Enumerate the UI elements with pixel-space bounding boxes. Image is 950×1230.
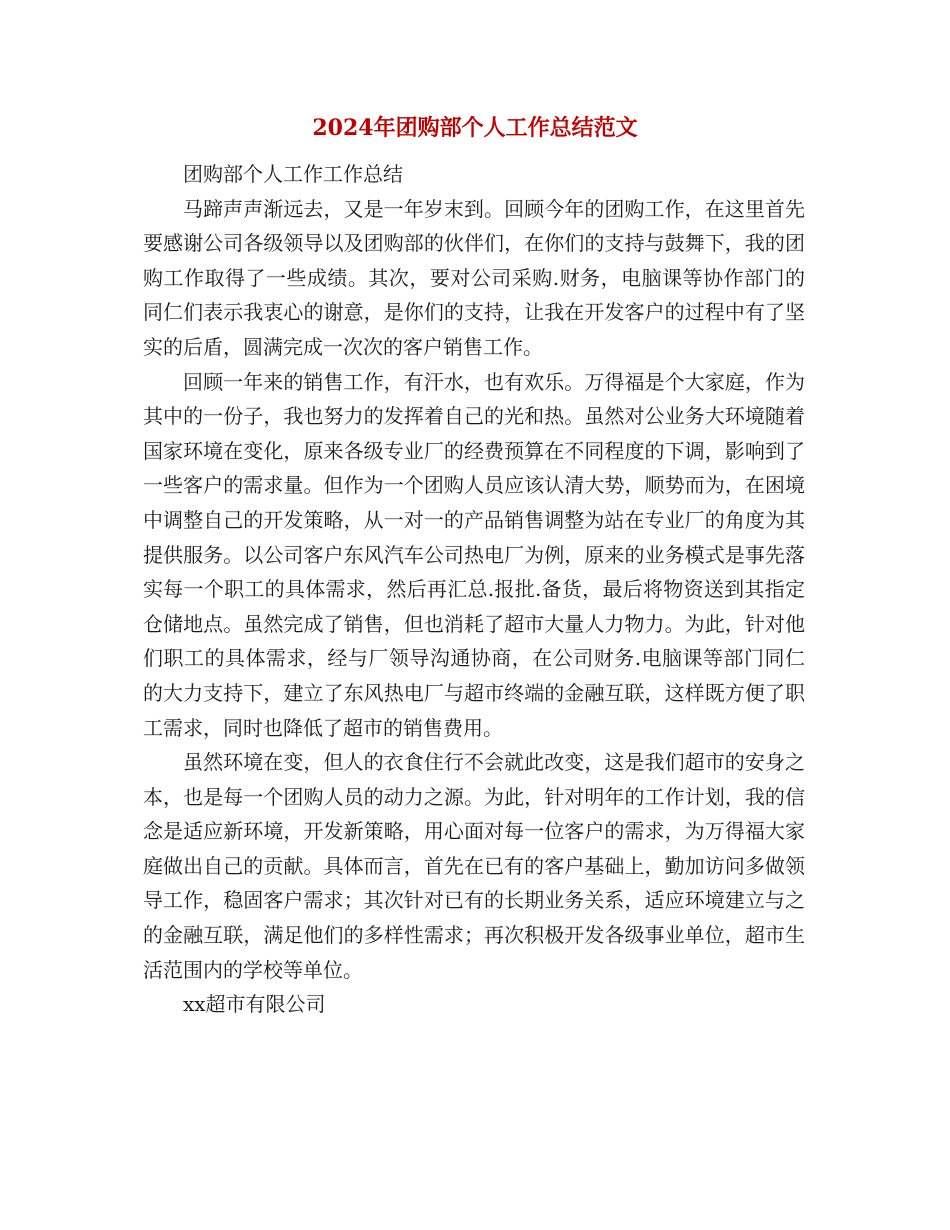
paragraph-1: 马蹄声声渐远去，又是一年岁末到。回顾今年的团购工作，在这里首先要感谢公司各级领导以及团购部的伙伴们，在你们的支持与鼓舞下，我的团购工作取得了一些成绩。其次，要对公司采购.财务，电脑课等协作部门的同仁们表示我衷心的谢意，是你们的支持，让我在开发客户的过程中有了坚实的后盾，圆满完成一次次的客户销售工作。 [143,196,805,359]
document-title: 2024年团购部个人工作总结范文 [312,115,638,141]
document-subtitle: 团购部个人工作工作总结 [183,162,403,186]
paragraph-2: 回顾一年来的销售工作，有汗水，也有欢乐。万得福是个大家庭，作为其中的一份子，我也努力的发挥着自己的光和热。虽然对公业务大环境随着国家环境在变化，原来各级专业厂的经费预算在不同程度的下调，影响到了一些客户的需求量。但作为一个团购人员应该认清大势，顺势而为，在困境中调整自己的开发策略，从一对一的产品销售调整为站在专业厂的角度为其提供服务。以公司客户东风汽车公司热电厂为例，原来的业务模式是事先落实每一个职工的具体需求，然后再汇总.报批.备货，最后将物资送到其指定仓储地点。虽然完成了销售，但也消耗了超市大量人力物力。为此，针对他们职工的具体需求，经与厂领导沟通协商，在公司财务.电脑课等部门同仁的大力支持下，建立了东风热电厂与超市终端的金融互联，这样既方便了职工需求，同时也降低了超市的销售费用。 [143,369,805,740]
paragraph-3: 虽然环境在变，但人的衣食住行不会就此改变，这是我们超市的安身之本，也是每一个团购人员的动力之源。为此，针对明年的工作计划，我的信念是适应新环境，开发新策略，用心面对每一位客户的需求，为万得福大家庭做出自己的贡献。具体而言，首先在已有的客户基础上，勤加访问多做领导工作，稳固客户需求；其次针对已有的长期业务关系，适应环境建立与之的金融互联，满足他们的多样性需求；再次积极开发各级事业单位，超市生活范围内的学校等单位。 [143,750,805,982]
signature: xx超市有限公司 [183,992,326,1017]
document-body [143,157,805,1022]
